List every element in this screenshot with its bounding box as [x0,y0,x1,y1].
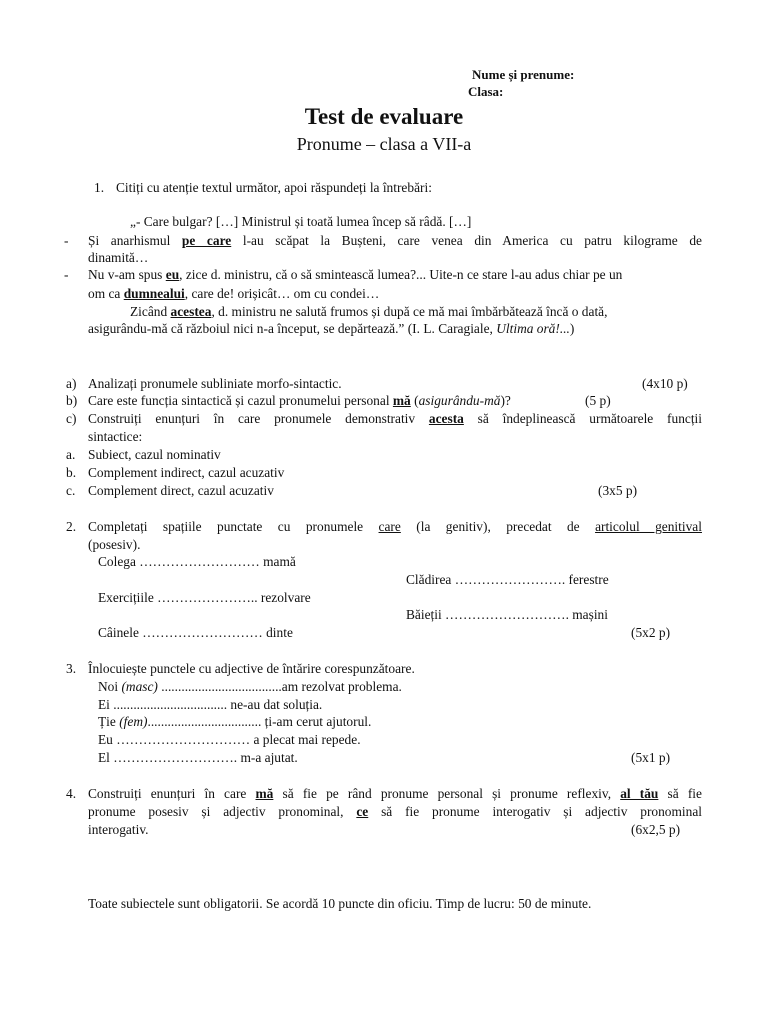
q4-points: (6x2,5 p) [631,822,681,837]
underlined-pronoun-acestea: acestea [170,304,212,319]
q3-row-5: El ………………………. m-a ajutat. [98,750,298,765]
q2-row-1: Colega ……………………… mamă [98,554,296,569]
underlined-pronoun-dumnealui: dumnealui [123,286,185,301]
q3-row-4: Eu ………………………… a plecat mai repede. [98,732,361,747]
item-a-points: (4x10 p) [642,376,688,391]
dash-1: - [64,233,69,248]
q1-text-line1: „- Care bulgar? […] Ministrul și toată lumea încep să râdă. […] [130,214,472,229]
q1-text-p2: Și anarhismul pe care l-au scăpat la Bușteni, care venea din America cu patru kilograme de [88,233,702,248]
q2-row-3: Exercițiile ………………….. rezolvare [98,590,311,605]
q2-instruction: Completați spațiile punctate cu pronumele care (la genitiv), precedat de articolul genitival [88,519,702,534]
q1-text-p3-line2: om ca dumnealui, care de! orișicât… om cu condei… [88,286,380,301]
q2-row-2: Clădirea ……………………. ferestre [406,572,609,587]
q3-row-2: Ei .................................. ne-au dat soluția. [98,697,323,712]
q1-instruction: Citiți cu atenție textul următor, apoi răspundeți la întrebări: [116,180,432,195]
item-b-points: (5 p) [585,393,611,408]
footer-note: Toate subiectele sunt obligatorii. Se acordă 10 puncte din oficiu. Timp de lucru: 50 de minute. [88,896,592,911]
item-c-line2: sintactice: [88,429,143,444]
class-label: Clasa: [468,84,504,99]
underlined-pronoun-pe-care: pe care [181,233,232,248]
item-c-text: Construiți enunțuri în care pronumele demonstrativ acesta să îndeplinească următoarele funcții [88,411,702,426]
item-c-label: c) [66,411,77,426]
q3-points: (5x1 p) [631,750,671,765]
q1-text-p2-line2: dinamită… [88,250,149,265]
q1-text-p4-line2: asigurându-mă că războiul nici n-a început, se depărtează.” (I. L. Caragiale, Ultima oră!...) [88,321,575,336]
q3-row-3: Ție (fem).................................. ți-am cerut ajutorul. [98,714,372,729]
q4-instruction-line2: pronume posesiv și adjectiv pronominal, ce să fie pronume interogativ și adjectiv pronominal [88,804,702,819]
page-title: Test de evaluare [304,104,464,129]
q4-instruction-line1: Construiți enunțuri în care mă să fie pe rând pronume personal și pronume reflexiv, al tău să fie [88,786,702,801]
q2-number: 2. [66,519,77,534]
item-a-text: Analizați pronumele subliniate morfo-sintactic. [88,376,342,391]
item-b-label: b) [66,393,78,408]
name-label: Nume și prenume: [472,67,575,82]
q4-instruction-line3: interogativ. [88,822,149,837]
sub-a-label: a. [66,447,76,462]
sub-c-label: c. [66,483,76,498]
q3-number: 3. [66,661,77,676]
item-b-text: Care este funcția sintactică și cazul pronumelui personal mă (asigurându-mă)? [88,393,511,408]
sub-b-label: b. [66,465,77,480]
sub-b-text: Complement indirect, cazul acuzativ [88,465,285,480]
sub-a-text: Subiect, cazul nominativ [88,447,221,462]
q4-number: 4. [66,786,77,801]
q2-row-5: Câinele ……………………… dinte [98,625,293,640]
q3-row-1: Noi (masc) ....................................am rezolvat problema. [98,679,402,694]
page-subtitle: Pronume – clasa a VII-a [296,134,472,154]
q2-instruction-line2: (posesiv). [88,537,141,552]
item-a-label: a) [66,376,77,391]
dash-2: - [64,267,69,282]
item-c-points: (3x5 p) [598,483,638,498]
q2-row-4: Băieții ………………………. mașini [406,607,608,622]
q1-text-p4: Zicând acestea, d. ministru ne salută frumos și după ce mă mai îmbărbătează încă o dată, [130,304,608,319]
q3-instruction: Înlocuiește punctele cu adjective de întărire corespunzătoare. [88,661,415,676]
q1-text-p3: Nu v-am spus eu, zice d. ministru, că o să smintească lumea?... Uite-n ce stare l-au adus chiar pe un [88,267,623,282]
q2-points: (5x2 p) [631,625,671,640]
q1-number: 1. [94,180,105,195]
sub-c-text: Complement direct, cazul acuzativ [88,483,274,498]
underlined-pronoun-eu: eu [165,267,180,282]
